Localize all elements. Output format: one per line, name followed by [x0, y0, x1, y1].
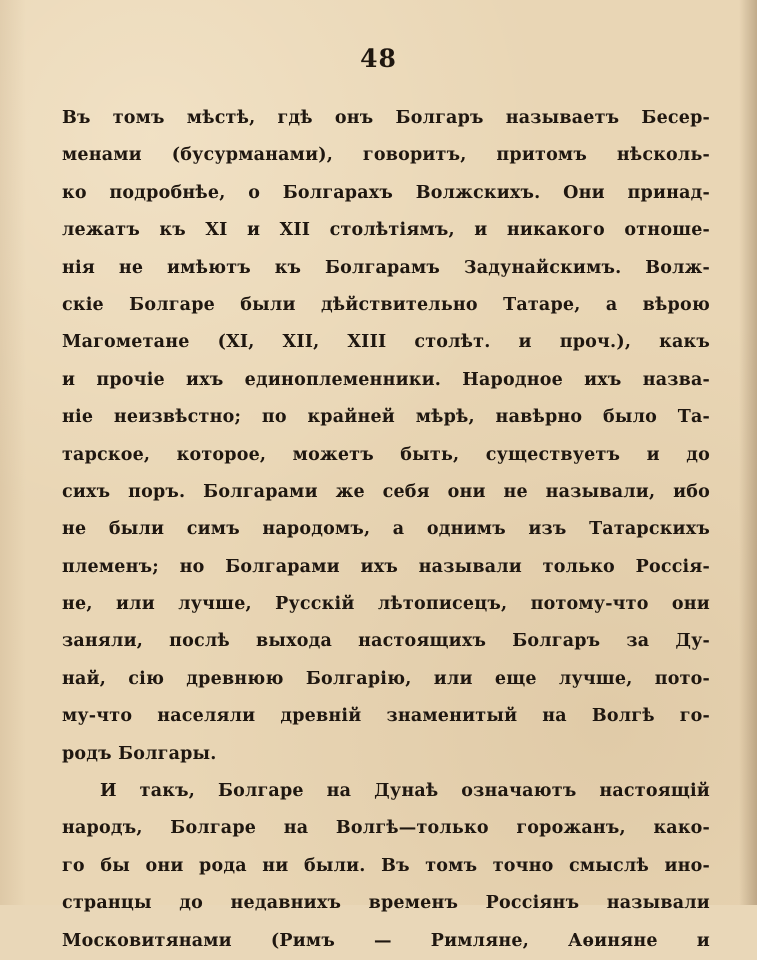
text-line: скіе Болгаре были дѣйствительно Татаре, а вѣрою [62, 294, 710, 315]
text-line: народъ, Болгаре на Волгѣ—только горожанъ, како- [62, 818, 710, 839]
text-line: И такъ, Болгаре на Дунаѣ означаютъ настоящій [100, 781, 710, 802]
text-line: странцы до недавнихъ временъ Россіянъ называли [62, 893, 710, 914]
text-line: родъ Болгары. [62, 743, 217, 764]
text-line: му-что населяли древній знаменитый на Волгѣ го- [62, 706, 710, 727]
text-line: и прочіе ихъ единоплеменники. Народное ихъ назва- [62, 369, 710, 390]
text-line: нія не имѣютъ къ Болгарамъ Задунайскимъ. Волж- [62, 257, 710, 278]
text-line: ніе неизвѣстно; по крайней мѣрѣ, навѣрно было Та- [62, 407, 710, 428]
page-number: 48 [360, 44, 397, 73]
text-line: Московитянами (Римъ — Римляне, Аѳиняне и [62, 930, 710, 951]
text-line: Магометане (XI, XII, XIII столѣт. и проч.), какъ [62, 332, 710, 353]
text-line: тарское, которое, можетъ быть, существуетъ и до [62, 444, 710, 465]
text-line: не, или лучше, Русскій лѣтописецъ, потому-что они [62, 594, 710, 615]
text-line: сихъ поръ. Болгарами же себя они не называли, ибо [62, 481, 710, 502]
text-line: заняли, послѣ выхода настоящихъ Болгаръ за Ду- [62, 631, 710, 652]
text-line: ко подробнѣе, о Болгарахъ Волжскихъ. Они принад- [62, 182, 710, 203]
text-line: най, сію древнюю Болгарію, или еще лучше, пото- [62, 668, 710, 689]
text-line: Въ томъ мѣстѣ, гдѣ онъ Болгаръ называетъ Бесер- [62, 108, 710, 128]
text-line: менами (бусурманами), говоритъ, притомъ нѣсколь- [62, 145, 710, 166]
text-line: племенъ; но Болгарами ихъ называли только Россія- [62, 556, 710, 577]
text-line: не были симъ народомъ, а однимъ изъ Татарскихъ [62, 519, 710, 540]
page-text [62, 100, 710, 960]
text-line: го бы они рода ни были. Въ томъ точно смыслѣ ино- [62, 855, 710, 876]
text-line: лежатъ къ XI и XII столѣтіямъ, и никакого отноше- [62, 220, 710, 241]
page-edge-shadow [739, 0, 757, 905]
